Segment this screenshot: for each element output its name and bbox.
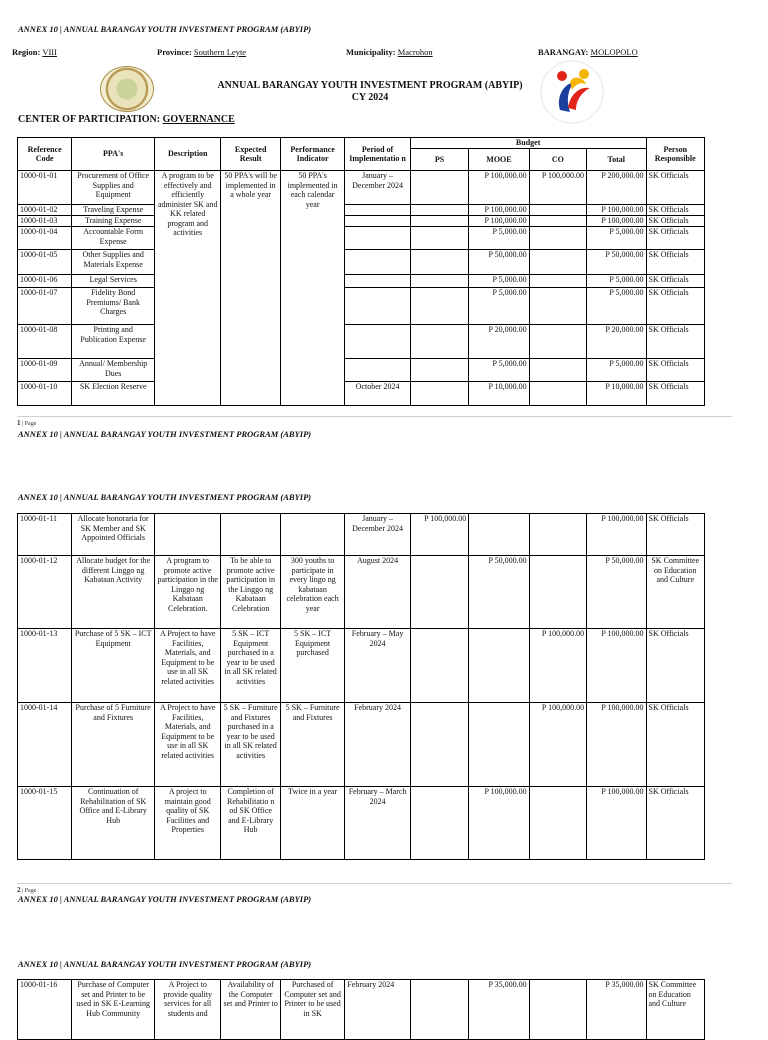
cell-ref: 1000-01-10 xyxy=(18,382,72,406)
cell-mooe: P 100,000.00 xyxy=(469,787,529,860)
cell-person: SK Officials xyxy=(646,325,705,359)
cell-ppa: Accountable Form Expense xyxy=(72,227,155,250)
cell-ps: P 100,000.00 xyxy=(410,514,468,556)
col-performance-indicator: Performance Indicator xyxy=(280,138,344,171)
cell-period: February 2024 xyxy=(345,703,410,787)
cell-co xyxy=(529,787,586,860)
col-description: Description xyxy=(154,138,220,171)
cell-ps xyxy=(410,171,468,205)
cell-description: A Project to provide quality services for all students and xyxy=(154,980,220,1040)
cell-person: SK Officials xyxy=(646,514,705,556)
cell-ppa: Procurement of Office Supplies and Equipment xyxy=(72,171,155,205)
cell-ppa: Purchase of 5 SK – ICT Equipment xyxy=(72,629,155,703)
cell-total: P 100,000.00 xyxy=(587,629,646,703)
cell-ps xyxy=(410,359,468,382)
cell-mooe: P 50,000.00 xyxy=(469,556,529,629)
cell-person: SK Officials xyxy=(646,359,705,382)
table-row xyxy=(18,980,705,1040)
cell-period: February – May 2024 xyxy=(345,629,410,703)
cell-mooe: P 100,000.00 xyxy=(469,216,529,227)
cell-ppa: Other Supplies and Materials Expense xyxy=(72,250,155,275)
annex-header: ANNEX 10 | ANNUAL BARANGAY YOUTH INVESTMENT PROGRAM (ABYIP) xyxy=(18,959,312,969)
province-field: Province: Southern Leyte xyxy=(157,47,247,57)
cell-expected-result: Availability of the Computer set and Printer to xyxy=(221,980,280,1040)
cell-total: P 50,000.00 xyxy=(587,556,646,629)
cell-ps xyxy=(410,703,468,787)
cell-total: P 5,000.00 xyxy=(587,227,646,250)
cell-total: P 100,000.00 xyxy=(587,216,646,227)
cell-person: SK Officials xyxy=(646,216,705,227)
cell-mooe: P 100,000.00 xyxy=(469,205,529,216)
cell-ps xyxy=(410,787,468,860)
cell-description: A Project to have Facilities, Materials, and Equipment to be use in all SK related activities xyxy=(154,703,220,787)
cell-expected-result: To be able to promote active participation in the Linggo ng Kabataan Celebration xyxy=(221,556,280,629)
cell-total: P 35,000.00 xyxy=(587,980,646,1040)
cell-performance-indicator: 300 youths to participate in every lingo ng kabataan celebration each year xyxy=(280,556,344,629)
cell-person: SK Officials xyxy=(646,275,705,288)
cell-period xyxy=(345,288,410,325)
table-row xyxy=(18,288,705,325)
cell-performance-indicator xyxy=(280,514,344,556)
page-footer: 2 | Page xyxy=(17,886,37,894)
cell-ps xyxy=(410,629,468,703)
cell-mooe xyxy=(469,703,529,787)
cell-ps xyxy=(410,325,468,359)
col-expected-result: Expected Result xyxy=(221,138,280,171)
cell-ref: 1000-01-01 xyxy=(18,171,72,205)
cell-person: SK Officials xyxy=(646,787,705,860)
center-of-participation: CENTER OF PARTICIPATION: GOVERNANCE xyxy=(18,114,235,125)
cell-period: February 2024 xyxy=(345,980,410,1040)
cell-person: SK Officials xyxy=(646,629,705,703)
cell-mooe: P 5,000.00 xyxy=(469,359,529,382)
table-row xyxy=(18,171,705,205)
cell-expected-result: Completion of Rehabilitatio n od SK Office and E-Library Hub xyxy=(221,787,280,860)
page-footer: 1 | Page xyxy=(17,419,37,427)
page-divider xyxy=(17,883,732,884)
cell-ppa: Allocate honoraria for SK Member and SK Appointed Officials xyxy=(72,514,155,556)
cell-period xyxy=(345,325,410,359)
col-total: Total xyxy=(587,149,646,171)
cell-ref: 1000-01-09 xyxy=(18,359,72,382)
cell-person: SK Officials xyxy=(646,250,705,275)
cell-description: A project to maintain good quality of SK Facilities and Properties xyxy=(154,787,220,860)
table-row xyxy=(18,227,705,250)
cell-mooe: P 50,000.00 xyxy=(469,250,529,275)
cell-mooe: P 5,000.00 xyxy=(469,275,529,288)
cell-performance-indicator: 50 PPA's implemented in each calendar year xyxy=(280,171,344,406)
cell-co xyxy=(529,288,586,325)
cell-ps xyxy=(410,250,468,275)
cell-total: P 100,000.00 xyxy=(587,703,646,787)
cell-person: SK Officials xyxy=(646,171,705,205)
cell-ref: 1000-01-15 xyxy=(18,787,72,860)
cell-ppa: Allocate budget for the different Linggo ng Kabataan Activity xyxy=(72,556,155,629)
cell-ps xyxy=(410,227,468,250)
cell-ref: 1000-01-02 xyxy=(18,205,72,216)
cell-ref: 1000-01-14 xyxy=(18,703,72,787)
cell-co xyxy=(529,382,586,406)
col-period: Period of Implementatio n xyxy=(345,138,410,171)
cell-mooe: P 20,000.00 xyxy=(469,325,529,359)
cell-co: P 100,000.00 xyxy=(529,629,586,703)
cell-total: P 100,000.00 xyxy=(587,787,646,860)
cell-person: SK Officials xyxy=(646,382,705,406)
cell-mooe: P 5,000.00 xyxy=(469,227,529,250)
cell-period xyxy=(345,275,410,288)
cell-ppa: Printing and Publication Expense xyxy=(72,325,155,359)
cell-ppa: Legal Services xyxy=(72,275,155,288)
table-row xyxy=(18,556,705,629)
cell-performance-indicator: 5 SK – ICT Equipment purchased xyxy=(280,629,344,703)
col-budget: Budget xyxy=(410,138,646,149)
cell-period xyxy=(345,359,410,382)
cell-period: January – December 2024 xyxy=(345,171,410,205)
cell-ref: 1000-01-06 xyxy=(18,275,72,288)
municipality-field: Municipality: Macrohon xyxy=(346,47,433,57)
annex-header: ANNEX 10 | ANNUAL BARANGAY YOUTH INVESTMENT PROGRAM (ABYIP) xyxy=(18,24,312,34)
cell-ppa: Purchase of 5 Furniture and Fixtures xyxy=(72,703,155,787)
cell-mooe: P 10,000.00 xyxy=(469,382,529,406)
table-row xyxy=(18,359,705,382)
cell-expected-result: 5 SK – ICT Equipment purchased in a year to be used in all SK related activities xyxy=(221,629,280,703)
cell-ps xyxy=(410,216,468,227)
abyip-table-page2 xyxy=(17,513,705,860)
abyip-table-page1 xyxy=(17,137,705,406)
cell-co: P 100,000.00 xyxy=(529,171,586,205)
cell-mooe xyxy=(469,629,529,703)
cell-mooe: P 5,000.00 xyxy=(469,288,529,325)
cell-person: SK Officials xyxy=(646,227,705,250)
cell-person: SK Officials xyxy=(646,703,705,787)
cell-description xyxy=(154,514,220,556)
barangay-seal-logo xyxy=(100,66,154,112)
cell-ref: 1000-01-08 xyxy=(18,325,72,359)
cell-mooe xyxy=(469,514,529,556)
cell-ps xyxy=(410,275,468,288)
cell-ppa: Fidelity Bond Premiums/ Bank Charges xyxy=(72,288,155,325)
cell-description: A program to promote active participation in the Linggo ng Kabataan Celebration. xyxy=(154,556,220,629)
cell-description: A program to be effectively and efficiently administer SK and KK related program and activities xyxy=(154,171,220,406)
cell-co xyxy=(529,359,586,382)
cell-expected-result: 50 PPA's will be implemented in a whole year xyxy=(221,171,280,406)
cell-ppa: Annual/ Membership Dues xyxy=(72,359,155,382)
cell-period xyxy=(345,227,410,250)
annex-footer: ANNEX 10 | ANNUAL BARANGAY YOUTH INVESTMENT PROGRAM (ABYIP) xyxy=(18,429,312,439)
annex-footer: ANNEX 10 | ANNUAL BARANGAY YOUTH INVESTMENT PROGRAM (ABYIP) xyxy=(18,894,312,904)
col-ps: PS xyxy=(410,149,468,171)
table-row xyxy=(18,787,705,860)
cell-ppa: Purchase of Computer set and Printer to be used in SK E-Learning Hub Community xyxy=(72,980,155,1040)
table-row xyxy=(18,629,705,703)
cell-co xyxy=(529,250,586,275)
page-divider xyxy=(17,416,732,417)
cell-person: SK Officials xyxy=(646,205,705,216)
cell-ppa: Training Expense xyxy=(72,216,155,227)
table-row xyxy=(18,216,705,227)
table-row xyxy=(18,205,705,216)
cell-total: P 50,000.00 xyxy=(587,250,646,275)
cell-period xyxy=(345,216,410,227)
cell-total: P 5,000.00 xyxy=(587,288,646,325)
cell-ps xyxy=(410,556,468,629)
cell-ref: 1000-01-05 xyxy=(18,250,72,275)
cell-performance-indicator: Twice in a year xyxy=(280,787,344,860)
cell-ppa: Traveling Expense xyxy=(72,205,155,216)
cell-period: August 2024 xyxy=(345,556,410,629)
cell-ref: 1000-01-13 xyxy=(18,629,72,703)
cell-ref: 1000-01-07 xyxy=(18,288,72,325)
annex-header: ANNEX 10 | ANNUAL BARANGAY YOUTH INVESTMENT PROGRAM (ABYIP) xyxy=(18,492,312,502)
cell-ps xyxy=(410,288,468,325)
cell-ps xyxy=(410,205,468,216)
cell-total: P 5,000.00 xyxy=(587,275,646,288)
cell-ppa: Continuation of Rehabilitation of SK Office and E-Library Hub xyxy=(72,787,155,860)
cell-total: P 20,000.00 xyxy=(587,325,646,359)
col-co: CO xyxy=(529,149,586,171)
cell-total: P 10,000.00 xyxy=(587,382,646,406)
cell-ref: 1000-01-04 xyxy=(18,227,72,250)
cell-person: SK Committee on Education and Culture xyxy=(646,980,705,1040)
document-title: ANNUAL BARANGAY YOUTH INVESTMENT PROGRAM (ABYIP) CY 2024 xyxy=(217,80,523,103)
table-row xyxy=(18,275,705,288)
cell-co xyxy=(529,227,586,250)
cell-person: SK Committee on Education and Culture xyxy=(646,556,705,629)
cell-description: A Project to have Facilities, Materials, and Equipment to be use in all SK related activities xyxy=(154,629,220,703)
cell-total: P 100,000.00 xyxy=(587,514,646,556)
cell-co xyxy=(529,205,586,216)
cell-ref: 1000-01-12 xyxy=(18,556,72,629)
table-row xyxy=(18,382,705,406)
cell-ps xyxy=(410,382,468,406)
cell-person: SK Officials xyxy=(646,288,705,325)
cell-expected-result xyxy=(221,514,280,556)
cell-co xyxy=(529,514,586,556)
cell-period: February – March 2024 xyxy=(345,787,410,860)
cell-expected-result: 5 SK – Furniture and Fixtures purchased in a year to be used in all SK related activities xyxy=(221,703,280,787)
cell-ref: 1000-01-03 xyxy=(18,216,72,227)
cell-ps xyxy=(410,980,468,1040)
col-person-responsible: Person Responsible xyxy=(646,138,705,171)
cell-ppa: SK Election Reserve xyxy=(72,382,155,406)
cell-ref: 1000-01-11 xyxy=(18,514,72,556)
cell-mooe: P 35,000.00 xyxy=(469,980,529,1040)
table-row xyxy=(18,703,705,787)
table-row xyxy=(18,250,705,275)
cell-total: P 100,000.00 xyxy=(587,205,646,216)
cell-period: January – December 2024 xyxy=(345,514,410,556)
col-mooe: MOOE xyxy=(469,149,529,171)
cell-period xyxy=(345,250,410,275)
cell-co xyxy=(529,556,586,629)
region-field: Region: VIII xyxy=(12,47,57,57)
cell-total: P 200,000.00 xyxy=(587,171,646,205)
col-ref-code: Reference Code xyxy=(18,138,72,171)
table-row xyxy=(18,514,705,556)
col-ppa: PPA's xyxy=(72,138,155,171)
cell-total: P 5,000.00 xyxy=(587,359,646,382)
cell-mooe: P 100,000.00 xyxy=(469,171,529,205)
cell-co xyxy=(529,275,586,288)
cell-performance-indicator: Purchased of Computer set and Printer to be used in SK xyxy=(280,980,344,1040)
cell-co: P 100,000.00 xyxy=(529,703,586,787)
cell-co xyxy=(529,980,586,1040)
cell-co xyxy=(529,216,586,227)
table-row xyxy=(18,325,705,359)
cell-ref: 1000-01-16 xyxy=(18,980,72,1040)
cell-co xyxy=(529,325,586,359)
cell-period: October 2024 xyxy=(345,382,410,406)
cell-period xyxy=(345,205,410,216)
abyip-table-page3 xyxy=(17,979,705,1040)
cell-performance-indicator: 5 SK – Furniture and Fixtures xyxy=(280,703,344,787)
barangay-field: BARANGAY: MOLOPOLO xyxy=(538,47,638,57)
